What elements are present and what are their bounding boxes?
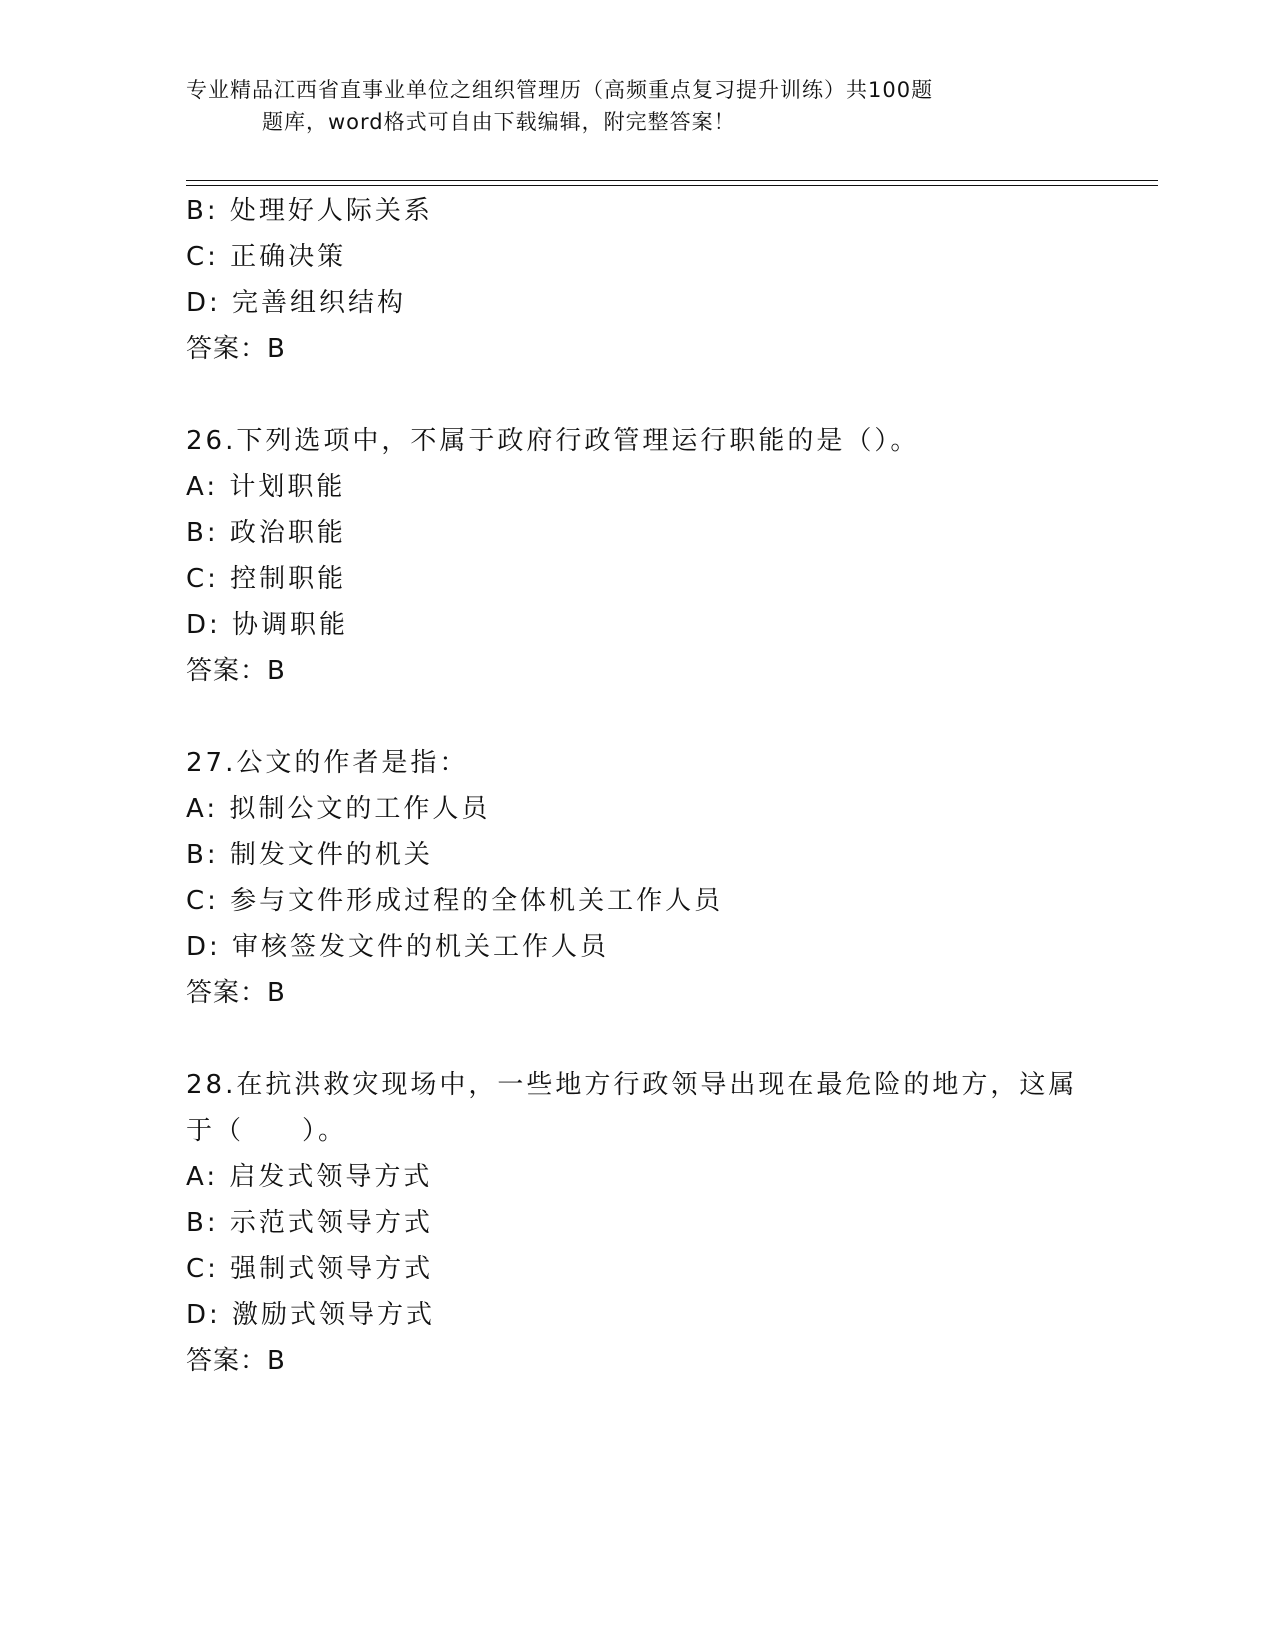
- spacer: [186, 694, 1086, 740]
- option-b: B: 示范式领导方式: [186, 1208, 433, 1238]
- option-c: C: 强制式领导方式: [186, 1254, 434, 1284]
- option-d: D: 审核签发文件的机关工作人员: [186, 932, 610, 962]
- answer-line: 答案：B: [186, 656, 286, 686]
- option-a: A: 启发式领导方式: [186, 1162, 433, 1192]
- document-header: [186, 74, 1046, 138]
- option-d: D: 协调职能: [186, 610, 349, 640]
- header-title-line1: 专业精品江西省直事业单位之组织管理历（高频重点复习提升训练）共100题: [186, 78, 934, 102]
- answer-line: 答案：B: [186, 1346, 286, 1376]
- header-divider-top: [186, 180, 1158, 181]
- question-stem-line1: 28.在抗洪救灾现场中，一些地方行政领导出现在最危险的地方，这属: [186, 1070, 1078, 1100]
- question-26: [186, 418, 1086, 694]
- header-divider-bottom: [186, 185, 1158, 186]
- option-b: B: 处理好人际关系: [186, 196, 433, 226]
- question-stem: 26.下列选项中，不属于政府行政管理运行职能的是（）。: [186, 426, 920, 456]
- answer-line: 答案：B: [186, 334, 286, 364]
- option-d: D: 完善组织结构: [186, 288, 407, 318]
- option-c: C: 参与文件形成过程的全体机关工作人员: [186, 886, 724, 916]
- spacer: [186, 1016, 1086, 1062]
- question-27: [186, 740, 1086, 1016]
- question-list: [186, 188, 1086, 1384]
- header-title-line2: 题库，word格式可自由下载编辑，附完整答案！: [262, 110, 736, 134]
- option-c: C: 控制职能: [186, 564, 347, 594]
- option-c: C: 正确决策: [186, 242, 347, 272]
- option-b: B: 政治职能: [186, 518, 346, 548]
- spacer: [186, 372, 1086, 418]
- question-28: [186, 1062, 1086, 1384]
- answer-line: 答案：B: [186, 978, 286, 1008]
- question-25-continued: [186, 188, 1086, 372]
- option-a: A: 拟制公文的工作人员: [186, 794, 491, 824]
- option-d: D: 激励式领导方式: [186, 1300, 436, 1330]
- option-b: B: 制发文件的机关: [186, 840, 433, 870]
- question-stem-line2: 于（ ）。: [186, 1116, 348, 1146]
- option-a: A: 计划职能: [186, 472, 346, 502]
- question-stem: 27.公文的作者是指：: [186, 748, 469, 778]
